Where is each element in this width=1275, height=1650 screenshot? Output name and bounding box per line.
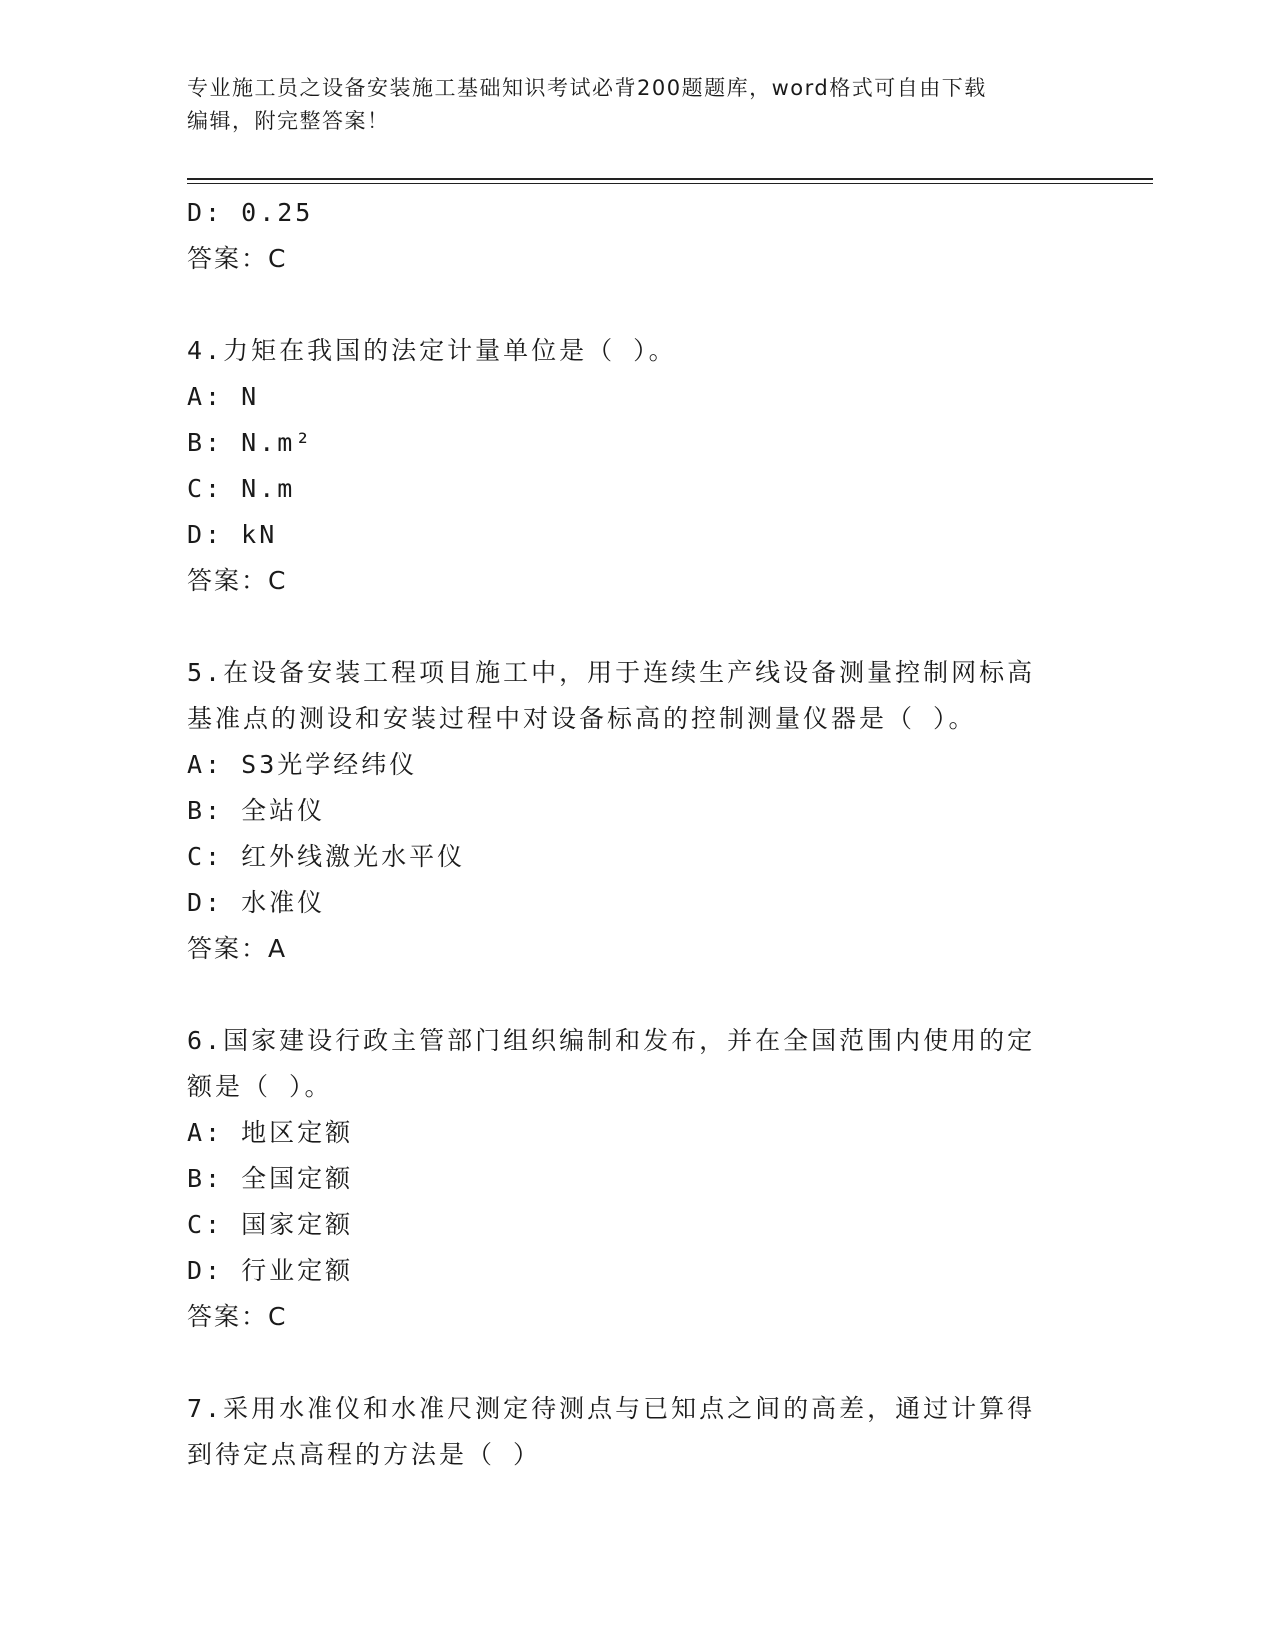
option-c: C: 国家定额	[187, 1210, 354, 1239]
question-4: 4.力矩在我国的法定计量单位是（ ）。	[187, 336, 677, 365]
question-5-line1: 5.在设备安装工程项目施工中，用于连续生产线设备测量控制网标高	[187, 658, 1036, 687]
answer-line: 答案：A	[187, 934, 288, 963]
question-7-line1: 7.采用水准仪和水准尺测定待测点与已知点之间的高差，通过计算得	[187, 1394, 1036, 1423]
header-divider-thin	[187, 183, 1153, 184]
question-7-line2: 到待定点高程的方法是（ ）	[187, 1440, 542, 1469]
question-6-line2: 额是（ ）。	[187, 1072, 333, 1101]
option-b: B: 全站仪	[187, 796, 326, 825]
option-c: C: N.m	[187, 474, 296, 503]
header-title-line2: 编辑，附完整答案！	[187, 109, 390, 133]
option-c: C: 红外线激光水平仪	[187, 842, 466, 871]
answer-line: 答案：C	[187, 566, 288, 595]
option-a: A: 地区定额	[187, 1118, 354, 1147]
document-body	[187, 190, 1067, 1478]
option-d: D: 0.25	[187, 198, 314, 227]
header-title-line1: 专业施工员之设备安装施工基础知识考试必背200题题库，word格式可自由下载	[187, 76, 987, 100]
answer-line: 答案：C	[187, 1302, 288, 1331]
option-d: D: 水准仪	[187, 888, 326, 917]
option-a: A: S3光学经纬仪	[187, 750, 418, 779]
option-d: D: 行业定额	[187, 1256, 354, 1285]
question-5-line2: 基准点的测设和安装过程中对设备标高的控制测量仪器是（ ）。	[187, 704, 977, 733]
option-b: B: 全国定额	[187, 1164, 354, 1193]
question-6-line1: 6.国家建设行政主管部门组织编制和发布，并在全国范围内使用的定	[187, 1026, 1036, 1055]
option-a: A: N	[187, 382, 260, 411]
option-b: B: N.m²	[187, 428, 314, 457]
header-divider-thick	[187, 178, 1153, 180]
option-d: D: kN	[187, 520, 278, 549]
document-header	[187, 72, 1087, 138]
answer-line: 答案：C	[187, 244, 288, 273]
